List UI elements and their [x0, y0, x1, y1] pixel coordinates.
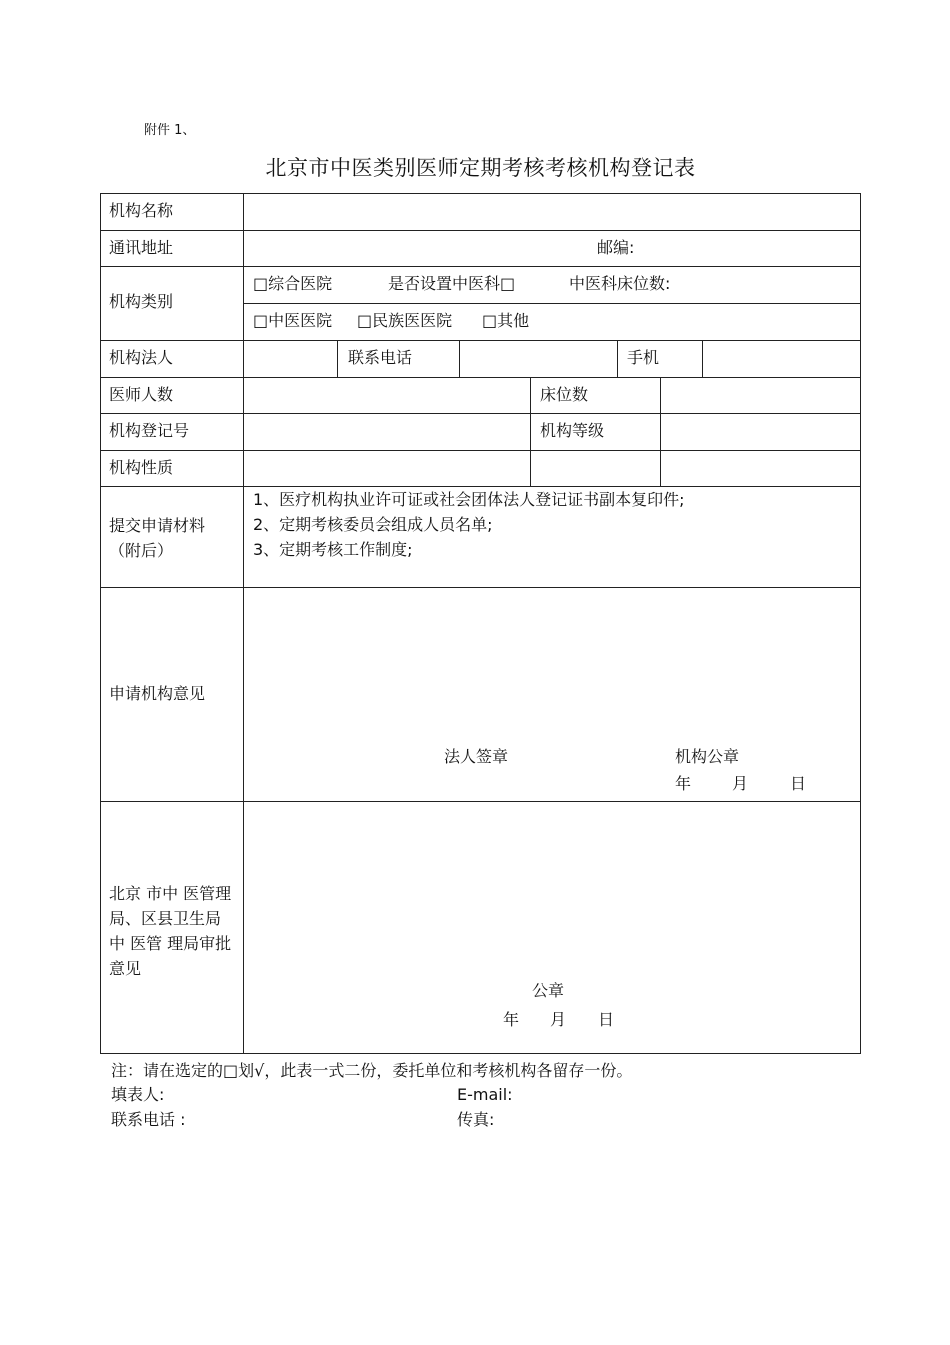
tcm-bed-count-label: 中医科床位数:: [569, 274, 671, 293]
row-line: [100, 587, 861, 588]
other-checkbox[interactable]: □其他: [482, 311, 530, 330]
row-line: [100, 340, 861, 341]
date-month: 月: [732, 774, 749, 793]
cell-divider: [702, 340, 703, 377]
form-title: 北京市中医类别医师定期考核考核机构登记表: [265, 156, 696, 180]
legal-seal-label: 法人签章: [444, 747, 509, 766]
org-level-label: 机构等级: [540, 421, 605, 440]
footer-note: 注：请在选定的□划√，此表一式二份，委托单位和考核机构各留存一份。: [111, 1061, 633, 1080]
row-line: [243, 303, 861, 304]
label-column-divider: [243, 193, 244, 1054]
border-bottom: [100, 1053, 861, 1054]
cell-divider: [617, 340, 618, 377]
date-day: 日: [598, 1010, 615, 1029]
contact-phone-label: 联系电话: [348, 348, 413, 367]
official-seal-label: 公章: [532, 981, 565, 1000]
date-day: 日: [790, 774, 807, 793]
material-item: 3、定期考核工作制度;: [253, 540, 413, 559]
cell-divider: [337, 340, 338, 377]
cell-divider: [459, 340, 460, 377]
mobile-label: 手机: [627, 348, 660, 367]
materials-label: 提交申请材料（附后）: [109, 516, 206, 560]
ethnic-hospital-checkbox[interactable]: □民族医医院: [357, 311, 453, 330]
fax-label: 传真:: [457, 1110, 495, 1129]
registration-no-label: 机构登记号: [109, 421, 190, 440]
row-line: [100, 413, 861, 414]
cell-divider: [660, 377, 661, 486]
general-hospital-checkbox[interactable]: □综合医院: [253, 274, 333, 293]
row-line: [100, 450, 861, 451]
material-item: 1、医疗机构执业许可证或社会团体法人登记证书副本复印件;: [253, 490, 685, 509]
category-label: 机构类别: [109, 292, 174, 311]
row-line: [100, 486, 861, 487]
org-name-label: 机构名称: [109, 201, 174, 220]
bed-count-label: 床位数: [540, 385, 589, 404]
date-year: 年: [675, 774, 692, 793]
registration-form: [100, 193, 861, 1054]
email-label: E-mail:: [457, 1085, 513, 1104]
applicant-opinion-label: 申请机构意见: [109, 684, 206, 703]
cell-divider: [530, 377, 531, 486]
date-year: 年: [503, 1010, 520, 1029]
border-right: [860, 193, 861, 1054]
org-seal-label: 机构公章: [675, 747, 740, 766]
border-left: [100, 193, 101, 1054]
date-month: 月: [550, 1010, 567, 1029]
legal-person-label: 机构法人: [109, 348, 174, 367]
row-line: [100, 230, 861, 231]
doctor-count-label: 医师人数: [109, 385, 174, 404]
filler-label: 填表人:: [111, 1085, 165, 1104]
row-line: [100, 377, 861, 378]
postcode-label: 邮编:: [597, 238, 635, 257]
row-line: [100, 801, 861, 802]
has-tcm-dept-checkbox[interactable]: 是否设置中医科□: [388, 274, 516, 293]
address-label: 通讯地址: [109, 238, 174, 257]
row-line: [100, 266, 861, 267]
approval-opinion-label: 北京 市中 医管理局、区县卫生局中 医管 理局审批意见: [109, 884, 232, 978]
border-top: [100, 193, 861, 194]
tcm-hospital-checkbox[interactable]: □中医医院: [253, 311, 333, 330]
phone-label: 联系电话 :: [111, 1110, 186, 1129]
attachment-label: 附件 1、: [144, 123, 196, 138]
material-item: 2、定期考核委员会组成人员名单;: [253, 515, 493, 534]
org-nature-label: 机构性质: [109, 458, 174, 477]
